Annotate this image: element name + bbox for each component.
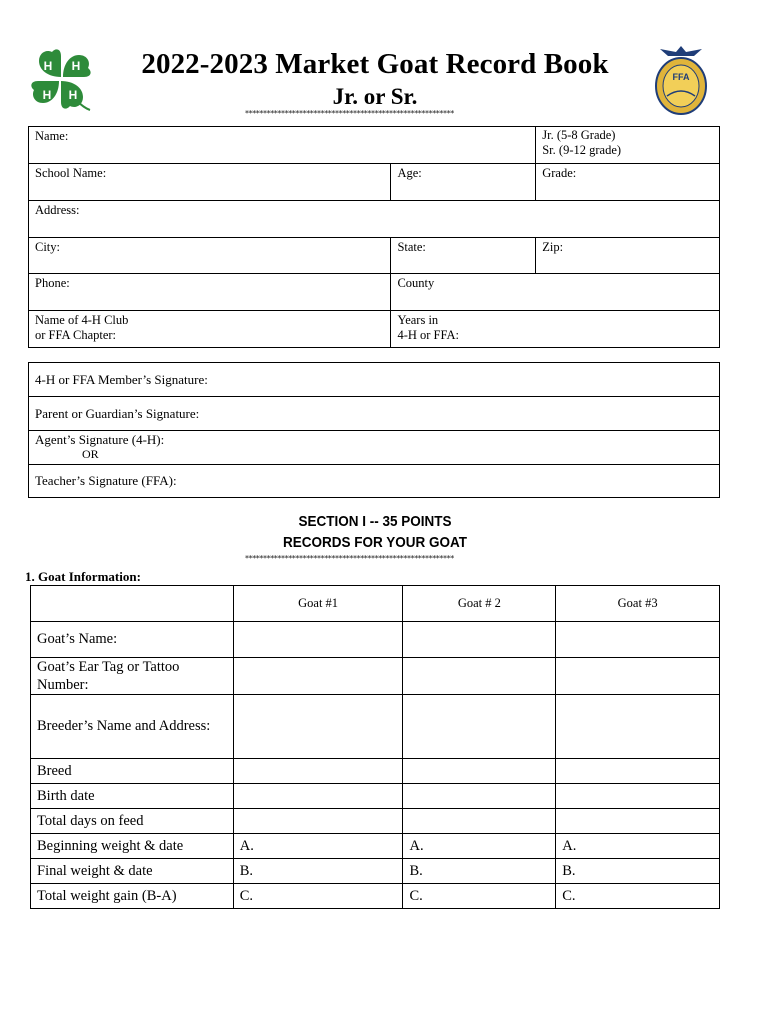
table-row <box>31 622 720 658</box>
star-divider: ********************************************************** <box>245 110 454 118</box>
ffa-emblem-logo <box>652 44 710 116</box>
section-title: SECTION I -- 35 POINTS <box>298 513 452 530</box>
teacher-signature-label: Teacher’s Signature (FFA): <box>35 473 177 488</box>
goat-2-cell[interactable] <box>403 695 556 759</box>
goat-2-cell[interactable] <box>403 809 556 834</box>
member-info-table <box>28 126 720 348</box>
page-title: 2022-2023 Market Goat Record Book <box>141 48 609 80</box>
row-label: Final weight & date <box>31 859 234 884</box>
goat-info-label: 1. Goat Information: <box>25 569 141 584</box>
goat-2-header: Goat # 2 <box>403 586 556 622</box>
row-label: Breed <box>31 759 234 784</box>
goat-3-cell[interactable]: B. <box>556 859 720 884</box>
club-chapter-label-line2: or FFA Chapter: <box>35 328 117 342</box>
parent-signature-label: Parent or Guardian’s Signature: <box>35 405 200 421</box>
row-label: Breeder’s Name and Address: <box>31 695 234 759</box>
club-chapter-field[interactable] <box>29 311 391 348</box>
table-row <box>31 809 720 834</box>
section-subtitle: RECORDS FOR YOUR GOAT <box>282 534 468 551</box>
table-row <box>31 658 720 695</box>
ffa-emblem-text: FFA <box>672 72 690 82</box>
phone-label: Phone: <box>35 276 70 290</box>
goat-2-cell[interactable] <box>403 784 556 809</box>
city-label: City: <box>35 240 61 254</box>
goat-3-cell[interactable] <box>556 695 720 759</box>
table-row <box>31 759 720 784</box>
years-label-line2: 4-H or FFA: <box>397 328 460 342</box>
teacher-signature-field[interactable] <box>29 465 720 498</box>
years-field[interactable] <box>391 311 720 348</box>
clover-leaf-text: H <box>71 59 81 73</box>
row-label: Beginning weight & date <box>31 834 234 859</box>
page-subtitle: Jr. or Sr. <box>332 84 418 109</box>
county-label: County <box>397 276 435 290</box>
goat-2-cell[interactable]: B. <box>403 859 556 884</box>
goat-1-header: Goat #1 <box>233 586 403 622</box>
goat-1-cell[interactable]: C. <box>233 884 403 909</box>
goat-2-cell[interactable]: A. <box>403 834 556 859</box>
grade-label: Grade: <box>542 166 577 180</box>
goat-3-cell[interactable] <box>556 759 720 784</box>
goat-2-cell[interactable] <box>403 759 556 784</box>
goat-1-cell[interactable] <box>233 759 403 784</box>
goat-2-cell[interactable] <box>403 658 556 695</box>
goat-1-cell[interactable] <box>233 622 403 658</box>
goat-info-table <box>30 585 720 909</box>
goat-1-cell[interactable]: B. <box>233 859 403 884</box>
address-label: Address: <box>35 203 80 217</box>
goat-2-cell[interactable] <box>403 622 556 658</box>
4h-clover-logo <box>26 44 96 114</box>
table-row <box>31 884 720 909</box>
table-row <box>31 834 720 859</box>
level-field[interactable] <box>536 127 720 164</box>
years-label: Years in <box>397 313 439 327</box>
row-label: Goat’s Name: <box>31 622 234 658</box>
goat-1-cell[interactable] <box>233 658 403 695</box>
section-star-divider: ********************************************************** <box>245 555 454 563</box>
state-label: State: <box>397 240 426 254</box>
goat-3-cell[interactable] <box>556 658 720 695</box>
level-jr-option: Jr. (5-8 Grade) <box>542 128 616 142</box>
zip-field[interactable] <box>536 238 720 274</box>
corner-cell <box>31 586 234 622</box>
goat-3-cell[interactable]: A. <box>556 834 720 859</box>
name-label: Name: <box>35 129 69 143</box>
goat-3-cell[interactable] <box>556 809 720 834</box>
name-field[interactable] <box>29 127 536 164</box>
row-label: Total days on feed <box>31 809 234 834</box>
club-chapter-label: Name of 4-H Club <box>35 313 129 327</box>
member-signature-label: 4-H or FFA Member’s Signature: <box>35 371 208 387</box>
goat-3-cell[interactable] <box>556 784 720 809</box>
table-row <box>31 784 720 809</box>
goat-1-cell[interactable]: A. <box>233 834 403 859</box>
goat-3-header: Goat #3 <box>556 586 720 622</box>
agent-signature-label: Agent’s Signature (4-H): <box>35 432 165 447</box>
age-label: Age: <box>397 166 422 180</box>
clover-leaf-text: H <box>43 59 53 73</box>
grade-field[interactable] <box>536 164 720 201</box>
clover-leaf-text: H <box>68 88 78 102</box>
signatures-table <box>28 362 720 498</box>
address-field[interactable] <box>29 201 720 238</box>
age-field[interactable] <box>391 164 536 201</box>
level-sr-option: Sr. (9-12 grade) <box>542 143 622 157</box>
clover-leaf-text: H <box>42 88 52 102</box>
agent-signature-field[interactable] <box>29 431 720 465</box>
zip-label: Zip: <box>542 240 564 254</box>
goat-3-cell[interactable]: C. <box>556 884 720 909</box>
school-name-label: School Name: <box>35 166 107 180</box>
goat-1-cell[interactable] <box>233 784 403 809</box>
member-signature-field[interactable] <box>29 363 720 397</box>
table-row <box>31 695 720 759</box>
row-label: Goat’s Ear Tag or Tattoo Number: <box>31 658 234 695</box>
table-row <box>31 859 720 884</box>
goat-1-cell[interactable] <box>233 695 403 759</box>
school-name-field[interactable] <box>29 164 391 201</box>
or-label: OR <box>82 447 99 461</box>
city-field[interactable] <box>29 238 391 274</box>
row-label: Total weight gain (B-A) <box>31 884 234 909</box>
county-field[interactable] <box>391 274 720 311</box>
phone-field[interactable] <box>29 274 391 311</box>
parent-signature-field[interactable] <box>29 397 720 431</box>
goat-3-cell[interactable] <box>556 622 720 658</box>
goat-1-cell[interactable] <box>233 809 403 834</box>
state-field[interactable] <box>391 238 536 274</box>
row-label: Birth date <box>31 784 234 809</box>
goat-2-cell[interactable]: C. <box>403 884 556 909</box>
